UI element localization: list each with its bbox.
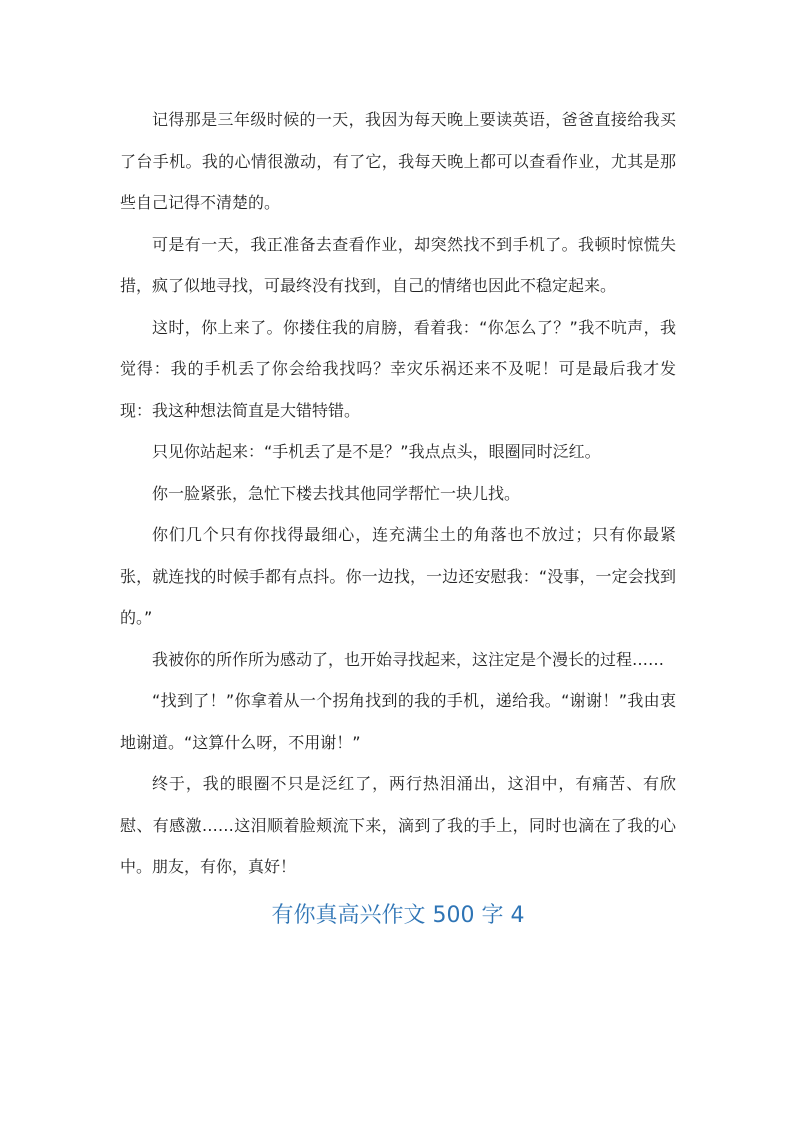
- document-page: [120, 99, 676, 936]
- paragraph-3: 这时，你上来了。你搂住我的肩膀，看着我：“你怎么了？”我不吭声，我觉得：我的手机丢了你会给我找吗？幸灾乐祸还来不及呢！可是最后我才发现：我这种想法简直是大错特错。: [120, 317, 676, 420]
- section-heading: 有你真高兴作文 500 字 4: [271, 902, 525, 928]
- paragraph-5: 你一脸紧张，急忙下楼去找其他同学帮忙一块儿找。: [152, 483, 521, 503]
- paragraph-6: 你们几个只有你找得最细心，连充满尘土的角落也不放过；只有你最紧张，就连找的时候手都有点抖。你一边找，一边还安慰我：“没事，一定会找到的。”: [120, 525, 676, 627]
- paragraph-9: 终于，我的眼圈不只是泛红了，两行热泪涌出，这泪中，有痛苦、有欣慰、有感激……这泪顺着脸颊流下来，滴到了我的手上，同时也滴在了我的心中。朋友，有你，真好！: [120, 774, 676, 876]
- paragraph-4: 只见你站起来：“手机丢了是不是？”我点点头，眼圈同时泛红。: [152, 442, 601, 461]
- paragraph-2: 可是有一天，我正准备去查看作业，却突然找不到手机了。我顿时惊慌失措，疯了似地寻找，可最终没有找到，自己的情绪也因此不稳定起来。: [120, 234, 676, 295]
- paragraph-7: 我被你的所作所为感动了，也开始寻找起来，这注定是个漫长的过程……: [152, 649, 665, 669]
- paragraph-8: “找到了！”你拿着从一个拐角找到的我的手机，递给我。“谢谢！”我由衷地谢道。“这算什么呀，不用谢！”: [120, 691, 676, 752]
- paragraph-1: 记得那是三年级时候的一天，我因为每天晚上要读英语，爸爸直接给我买了台手机。我的心情很激动，有了它，我每天晚上都可以查看作业，尤其是那些自己记得不清楚的。: [120, 110, 676, 212]
